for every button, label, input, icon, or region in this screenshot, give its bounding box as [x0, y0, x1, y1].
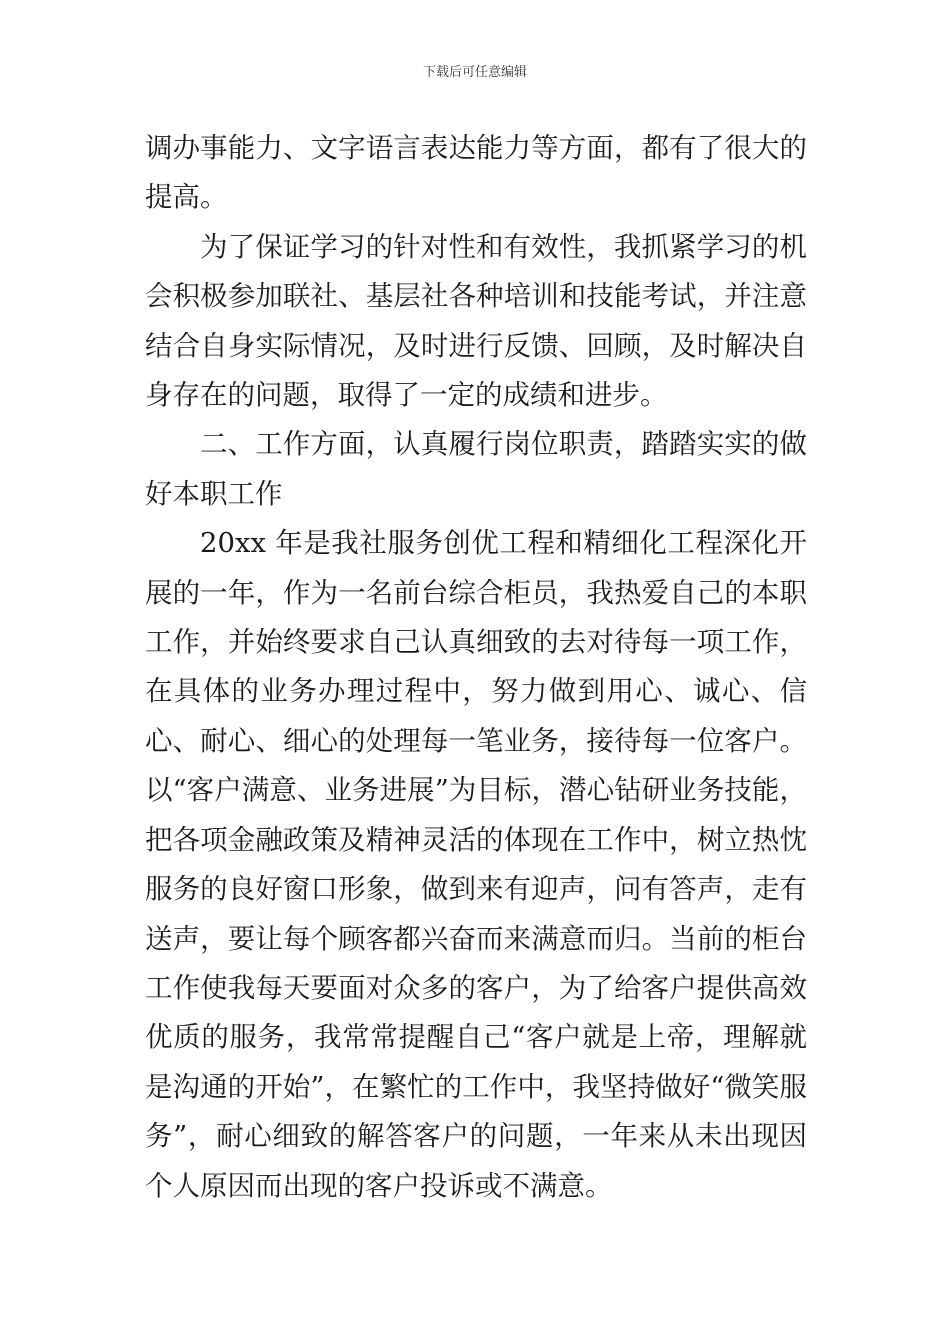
- paragraph-continuation: 调办事能力、文字语言表达能力等方面，都有了很大的提高。: [145, 132, 807, 214]
- document-body: [145, 124, 807, 1211]
- paragraph-work: 20xx 年是我社服务创优工程和精细化工程深化开展的一年，作为一名前台综合柜员，我热爱自己的本职工作，并始终要求自己认真细致的去对待每一项工作，在具体的业务办理过程中，努力做到用心、诚心、信心、耐心、细心的处理每一笔业务，接待每一位客户。以“客户满意、业务进展”为目标，潜心钻研业务技能，把各项金融政策及精神灵活的体现在工作中，树立热忱服务的良好窗口形象，做到来有迎声，问有答声，走有送声，要让每个顾客都兴奋而来满意而归。当前的柜台工作使我每天要面对众多的客户，为了给客户提供高效优质的服务，我常常提醒自己“客户就是上帝，理解就是沟通的开始”，在繁忙的工作中，我坚持做好“微笑服务”，耐心细致的解答客户的问题，一年来从未出现因个人原因而出现的客户投诉或不满意。: [145, 527, 807, 1202]
- page-header: 下载后可任意编辑: [422, 65, 527, 80]
- section-heading-work: 二、工作方面，认真履行岗位职责，踏踏实实的做好本职工作: [145, 428, 807, 510]
- paragraph-study: 为了保证学习的针对性和有效性，我抓紧学习的机会积极参加联社、基层社各种培训和技能考试，并注意结合自身实际情况，及时进行反馈、回顾，及时解决自身存在的问题，取得了一定的成绩和进步。: [145, 230, 807, 412]
